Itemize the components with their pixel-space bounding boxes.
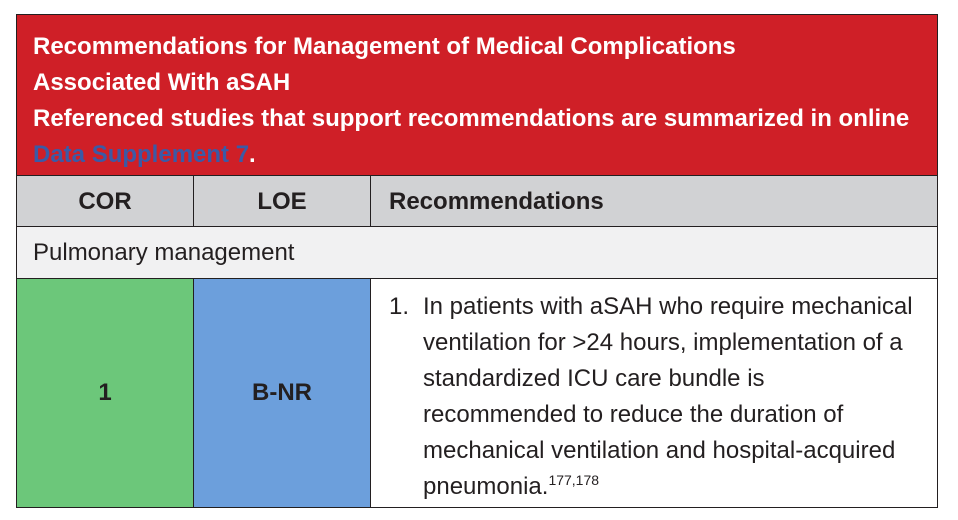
section-row-pulmonary-management: Pulmonary management bbox=[17, 227, 937, 279]
table-subtitle bbox=[33, 101, 921, 173]
subtitle-period: . bbox=[249, 141, 256, 168]
table-title-line2: Associated With aSAH bbox=[33, 69, 291, 96]
column-header-cor: COR bbox=[17, 175, 194, 227]
table-banner bbox=[17, 15, 937, 175]
recommendation-text: In patients with aSAH who require mechanical ventilation for >24 hours, implementation of a standardized ICU care bundle is recommended to reduce the duration of mechanical ventilation and hospital-acquired pneumonia. bbox=[423, 293, 913, 500]
loe-value: B-NR bbox=[252, 379, 312, 406]
subtitle-text: Referenced studies that support recommendations are summarized in online bbox=[33, 105, 910, 132]
reference-superscript[interactable]: 177,178 bbox=[548, 472, 600, 488]
table-title bbox=[33, 29, 921, 101]
data-supplement-link[interactable]: Data Supplement 7 bbox=[33, 141, 250, 168]
loe-cell bbox=[194, 279, 371, 507]
recommendation-number: 1. bbox=[389, 293, 410, 320]
recommendation-cell bbox=[371, 279, 937, 507]
cor-value: 1 bbox=[98, 379, 112, 406]
table-title-line1: Recommendations for Management of Medical Complications bbox=[33, 33, 736, 60]
cor-cell bbox=[17, 279, 194, 507]
column-header-loe: LOE bbox=[194, 175, 371, 227]
column-header-recommendations: Recommendations bbox=[371, 175, 937, 227]
recommendation-text-block bbox=[423, 289, 913, 505]
recommendations-table bbox=[16, 14, 938, 508]
